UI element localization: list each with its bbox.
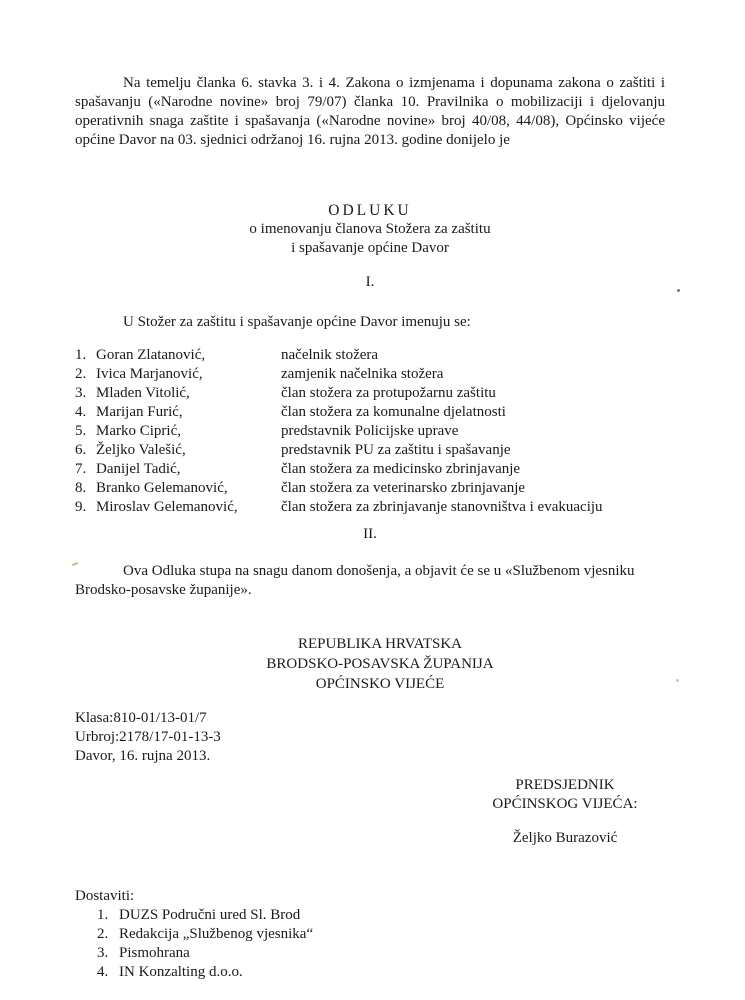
- member-role: član stožera za veterinarsko zbrinjavanje: [281, 480, 526, 496]
- delivery-number: 2.: [97, 926, 109, 942]
- list-item: [75, 441, 675, 460]
- decision-title-block: [200, 201, 540, 258]
- member-name: Branko Gelemanović,: [96, 480, 228, 496]
- authority-line-2: BRODSKO-POSAVSKA ŽUPANIJA: [266, 656, 494, 672]
- member-name: Marko Ciprić,: [96, 423, 181, 439]
- list-item: [75, 944, 475, 963]
- signature-title-line-1: PREDSJEDNIK: [515, 777, 615, 793]
- member-role: predstavnik Policijske uprave: [281, 423, 459, 439]
- list-item: [75, 403, 675, 422]
- list-item: [75, 365, 675, 384]
- authority-block: [230, 634, 530, 694]
- klasa: Klasa:810-01/13-01/7: [75, 710, 207, 726]
- member-role: zamjenik načelnika stožera: [281, 366, 444, 382]
- member-number: 8.: [75, 480, 87, 496]
- list-item: [75, 498, 675, 517]
- place-date: Davor, 16. rujna 2013.: [75, 748, 211, 764]
- member-name: Željko Valešić,: [96, 442, 186, 458]
- member-role: član stožera za komunalne djelatnosti: [281, 404, 506, 420]
- delivery-list: [75, 906, 475, 982]
- member-number: 7.: [75, 461, 87, 477]
- delivery-text: Pismohrana: [119, 945, 190, 961]
- list-item: [75, 346, 675, 365]
- section-2-number: II.: [363, 526, 377, 542]
- list-item: [75, 384, 675, 403]
- section-2-paragraph: [75, 562, 665, 600]
- member-number: 2.: [75, 366, 87, 382]
- list-item: [75, 906, 475, 925]
- urbroj: Urbroj:2178/17-01-13-3: [75, 729, 221, 745]
- document-meta: [75, 709, 375, 766]
- decision-subtitle-line1: o imenovanju članova Stožera za zaštitu: [249, 221, 491, 237]
- member-number: 6.: [75, 442, 87, 458]
- list-item: [75, 963, 475, 982]
- members-list: [75, 346, 675, 517]
- delivery-text: IN Konzalting d.o.o.: [119, 964, 243, 980]
- section-2-text: Ova Odluka stupa na snagu danom donošenja, a objavit će se u «Službenom vjesniku Brodsko-posavske županije».: [75, 563, 635, 598]
- list-item: [75, 479, 675, 498]
- member-name: Ivica Marjanović,: [96, 366, 203, 382]
- intro-paragraph: [75, 74, 665, 150]
- member-name: Miroslav Gelemanović,: [96, 499, 238, 515]
- scan-speck: [676, 679, 679, 682]
- member-number: 4.: [75, 404, 87, 420]
- intro-text: Na temelju članka 6. stavka 3. i 4. Zakona o izmjenama i dopunama zakona o zaštiti i spašavanju («Narodne novine» broj 79/07) članka 10. Pravilnika o mobilizaciji i djelovanju operativnih snaga zaštite i spašavanja («Narodne novine» broj 40/08, 44/08), Općinsko vijeće općine Davor na 03. sjednici održanoj 16. rujna 2013. godine donijelo je: [75, 75, 665, 148]
- member-name: Mladen Vitolić,: [96, 385, 190, 401]
- signature-block: [455, 776, 675, 848]
- member-name: Danijel Tadić,: [96, 461, 181, 477]
- delivery-text: DUZS Područni ured Sl. Brod: [119, 907, 301, 923]
- member-role: član stožera za protupožarnu zaštitu: [281, 385, 496, 401]
- member-number: 9.: [75, 499, 87, 515]
- member-number: 5.: [75, 423, 87, 439]
- list-item: [75, 422, 675, 441]
- member-name: Goran Zlatanović,: [96, 347, 206, 363]
- delivery-number: 4.: [97, 964, 109, 980]
- member-name: Marijan Furić,: [96, 404, 183, 420]
- decision-title: ODLUKU: [328, 202, 412, 219]
- signature-title-line-2: OPĆINSKOG VIJEĆA:: [492, 796, 638, 812]
- delivery-number: 1.: [97, 907, 109, 923]
- delivery-text: Redakcija „Službenog vjesnika“: [119, 926, 314, 942]
- authority-line-3: OPĆINSKO VIJEĆE: [315, 676, 445, 692]
- member-number: 1.: [75, 347, 87, 363]
- delivery-heading: Dostaviti:: [75, 888, 135, 904]
- member-role: načelnik stožera: [281, 347, 379, 363]
- list-item: [75, 925, 475, 944]
- delivery-number: 3.: [97, 945, 109, 961]
- member-number: 3.: [75, 385, 87, 401]
- member-role: član stožera za medicinsko zbrinjavanje: [281, 461, 521, 477]
- authority-line-1: REPUBLIKA HRVATSKA: [298, 636, 462, 652]
- member-role: član stožera za zbrinjavanje stanovništva i evakuaciju: [281, 499, 603, 515]
- section-1-intro: U Stožer za zaštitu i spašavanje općine Davor imenuju se:: [123, 314, 471, 330]
- section-1-number: I.: [365, 274, 375, 290]
- list-item: [75, 460, 675, 479]
- member-role: predstavnik PU za zaštitu i spašavanje: [281, 442, 511, 458]
- scan-speck: [677, 289, 680, 292]
- delivery-block: [75, 887, 475, 982]
- decision-subtitle-line2: i spašavanje općine Davor: [291, 240, 449, 256]
- signature-name: Željko Burazović: [512, 830, 618, 846]
